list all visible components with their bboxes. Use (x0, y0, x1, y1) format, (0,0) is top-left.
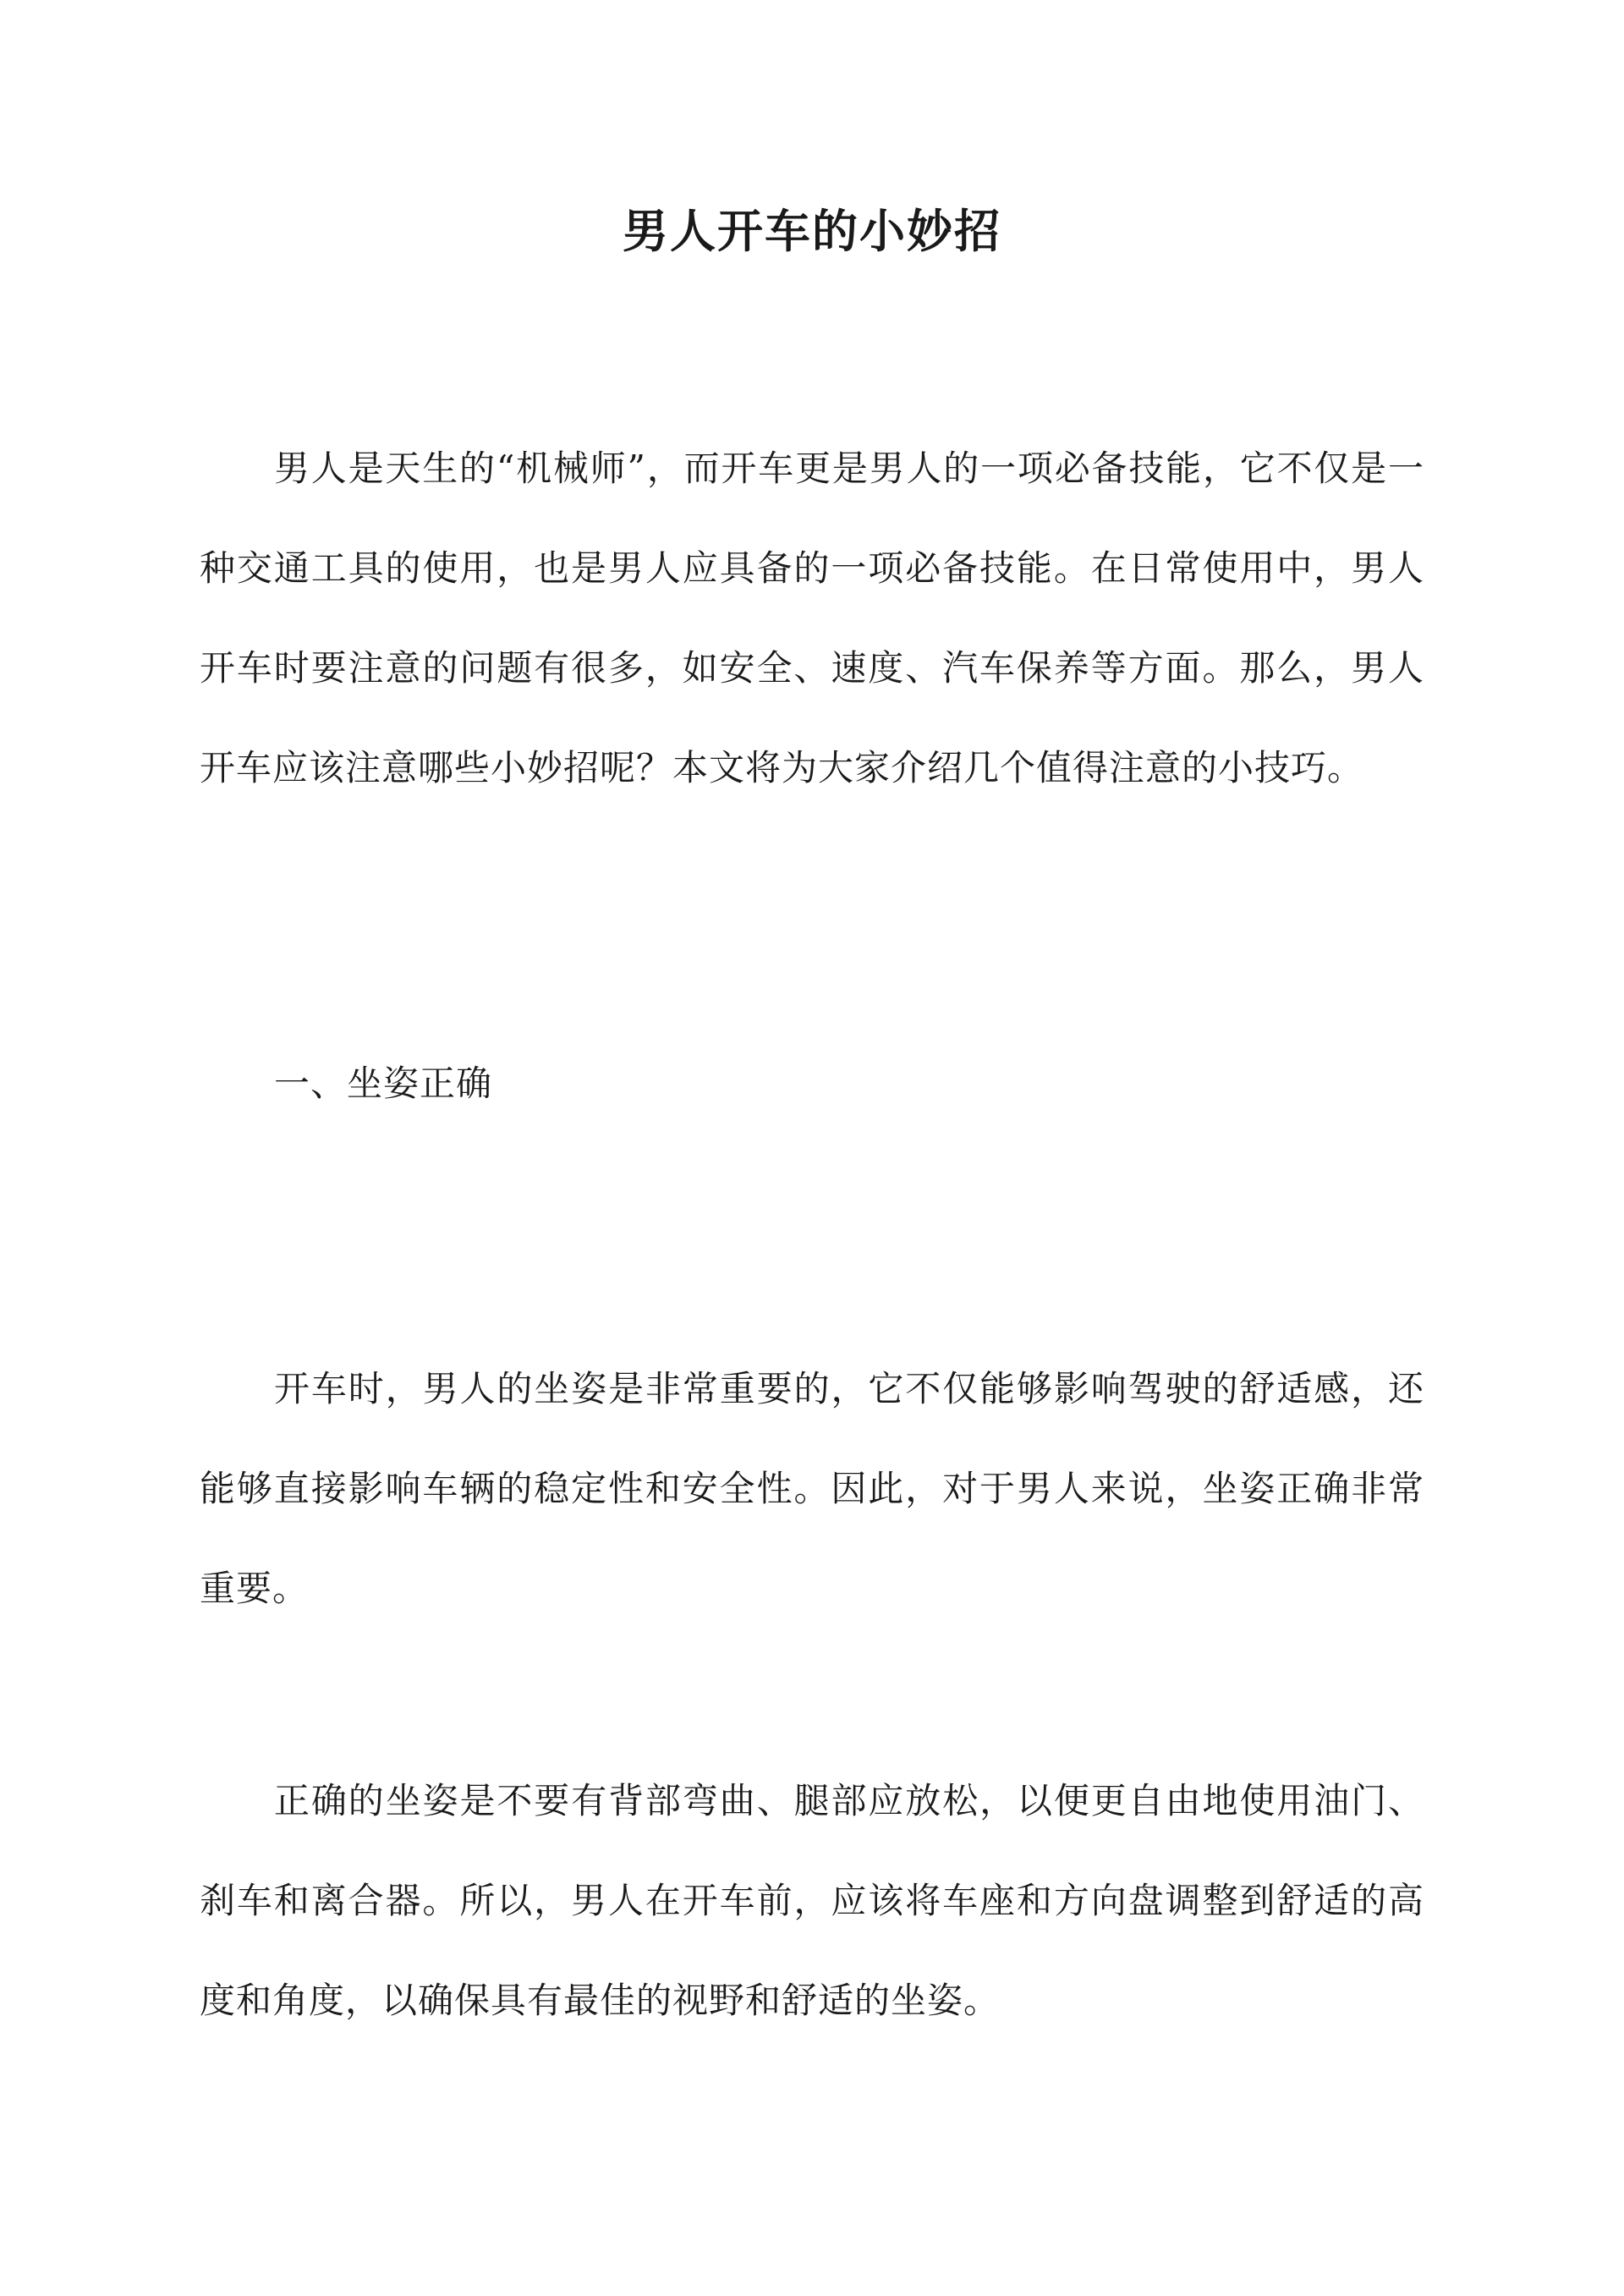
intro-paragraph: 男人是天生的“机械师”，而开车更是男人的一项必备技能，它不仅是一种交通工具的使用，也是男人应具备的一项必备技能。在日常使用中，男人开车时要注意的问题有很多，如安全、速度、汽车保养等方面。那么，男人开车应该注意哪些小妙招呢？本文将为大家介绍几个值得注意的小技巧。 (200, 448, 1424, 788)
document-title: 男人开车的小妙招 (623, 204, 1001, 258)
section-heading: 一、坐姿正确 (274, 1063, 493, 1104)
body-paragraph: 开车时，男人的坐姿是非常重要的，它不仅能够影响驾驶的舒适感，还能够直接影响车辆的稳定性和安全性。因此，对于男人来说，坐姿正确非常重要。 (200, 1368, 1424, 1609)
body-paragraph: 正确的坐姿是不要有背部弯曲、腿部应放松，以便更自由地使用油门、刹车和离合器。所以，男人在开车前，应该将车座和方向盘调整到舒适的高度和角度，以确保具有最佳的视野和舒适的坐姿。 (200, 1780, 1424, 2021)
